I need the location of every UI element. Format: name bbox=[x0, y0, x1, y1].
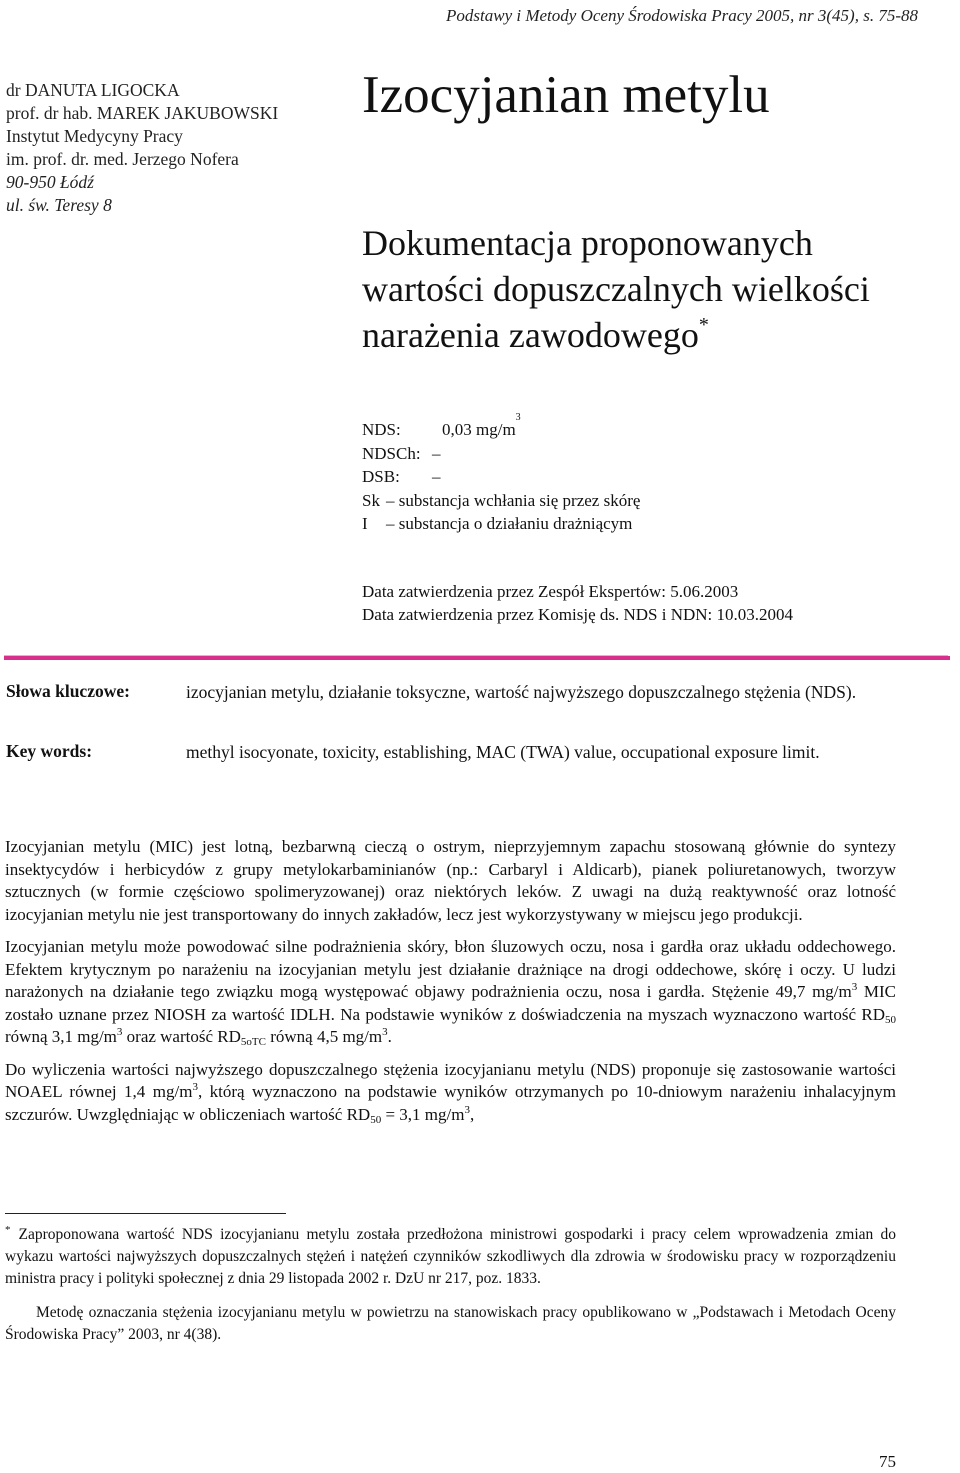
institute-line: Instytut Medycyny Pracy bbox=[6, 126, 183, 146]
paragraph: Izocyjanian metylu (MIC) jest lotną, bezbarwną cieczą o ostrym, nieprzyjemnym zapachu stosowaną głównie do syntezy insektycydów i herbicydów z grupy metylokarbaminianów (np.: Carbaryl i Aldicarb), pianek poliuretanowych, tworzyw sztucznych (w formie częściowo spolimeryzowanej) oraz niektórych leków. Z uwagi na dużą reaktywność oraz lotność izocyjanian metylu nie jest transportowany do innych zakładów, lecz jest wykorzystywany w miejscu jego produkcji. bbox=[5, 837, 896, 924]
author-affiliation bbox=[6, 79, 346, 217]
limit-key: Sk bbox=[362, 490, 380, 510]
expert-team-date: Data zatwierdzenia przez Zespół Ekspertów: 5.06.2003 bbox=[362, 582, 739, 601]
footnote-mark: * bbox=[698, 314, 709, 336]
limit-row bbox=[362, 442, 640, 466]
keywords-pl-label: Słowa kluczowe: bbox=[6, 681, 130, 701]
footnote: Metodę oznaczania stężenia izocyjanianu metylu w powietrzu na stanowiskach pracy opublikowano w „Podstawach i Metodach Oceny Środowiska Pracy” 2003, nr 4(38). bbox=[5, 1304, 896, 1343]
subtitle-line: wartości dopuszczalnych wielkości bbox=[362, 269, 870, 309]
article-title: Izocyjanian metylu bbox=[362, 66, 770, 124]
commission-date: Data zatwierdzenia przez Komisję ds. NDS i NDN: 10.03.2004 bbox=[362, 605, 794, 624]
article-body bbox=[5, 836, 896, 1136]
limit-value: – bbox=[432, 443, 441, 463]
approval-dates bbox=[362, 580, 793, 626]
keywords-en-text: methyl isocyonate, toxicity, establishing, MAC (TWA) value, occupational exposure limit. bbox=[186, 742, 820, 762]
limit-row bbox=[362, 512, 640, 536]
address-line: ul. św. Teresy 8 bbox=[6, 195, 112, 215]
limit-row bbox=[362, 412, 640, 442]
limit-key: I bbox=[362, 514, 368, 533]
institute-line: im. prof. dr. med. Jerzego Nofera bbox=[6, 149, 239, 169]
limit-key: DSB: bbox=[362, 467, 400, 486]
limit-value: – substancja o działaniu drażniącym bbox=[386, 514, 633, 533]
subtitle-line: narażenia zawodowego bbox=[362, 315, 699, 355]
footnote: * Zaproponowana wartość NDS izocyjanianu metylu została przedłożona ministrowi gospodarki i pracy celem wprowadzenia zmian do wykazu wartości najwyższych dopuszczalnych stężeń i natężeń czynników szkodliwych dla zdrowia w środowisku pracy w rozporządzeniu ministra pracy i polityki społecznej z dnia 29 listopada 2002 r. DzU nr 217, poz. 1833. bbox=[5, 1224, 896, 1287]
limit-row bbox=[362, 489, 640, 513]
footnotes bbox=[5, 1224, 896, 1358]
author-line: prof. dr hab. MAREK JAKUBOWSKI bbox=[6, 103, 279, 123]
footnote-divider bbox=[5, 1213, 286, 1214]
limit-value: 0,03 mg/m bbox=[442, 420, 516, 439]
keywords-pl-text: izocyjanian metylu, działanie toksyczne, wartość najwyższego dopuszczalnego stężenia (NDS). bbox=[186, 682, 857, 702]
journal-header: Podstawy i Metody Oceny Środowiska Pracy 2005, nr 3(45), s. 75-88 bbox=[446, 6, 918, 25]
keywords-en-label: Key words: bbox=[6, 741, 93, 761]
limit-key: NDS: bbox=[362, 420, 401, 439]
divider-accent bbox=[4, 656, 950, 660]
limit-key: NDSCh: bbox=[362, 443, 421, 463]
limit-value: – substancja wchłania się przez skórę bbox=[386, 490, 641, 510]
limit-value: – bbox=[432, 467, 441, 486]
paragraph: Do wyliczenia wartości najwyższego dopuszczalnego stężenia izocyjanianu metylu (NDS) proponuje się zastosowanie wartości NOAEL równej 1,4 $mg/m^3$, którą wyznaczono na podstawie wyników otrzymanych po 10-dniowym narażeniu inhalacyjnym szczurów. Uwzględniając w obliczeniach wartość $RD_{50} = 3,1$ $mg/m^3$, bbox=[5, 1059, 896, 1126]
limit-row bbox=[362, 465, 640, 489]
limit-sup: 3 bbox=[515, 412, 521, 423]
exposure-limits bbox=[362, 412, 641, 536]
page-number: 75 bbox=[879, 1452, 896, 1471]
footnote-mark: * bbox=[5, 1224, 11, 1236]
subtitle-line: Dokumentacja proponowanych bbox=[362, 223, 813, 263]
paragraph: Izocyjanian metylu może powodować silne podrażnienia skóry, błon śluzowych oczu, nosa i gardła oraz układu oddechowego. Efektem krytycznym po narażeniu na izocyjanian metylu jest działanie drażniące na drogi oddechowe, skórę i oczy. U ludzi narażonych na działanie tego związku mogą występować objawy podrażnienia oczu, nosa i gardła. Stężenie 49,7 $mg/m^3$ MIC zostało uznane przez NIOSH za wartość IDLH. Na podstawie wyników z doświadczenia na myszach wyznaczono wartość $RD_{50}$ równą 3,1 $mg/m^3$ oraz wartość $RD_{5oTC}$ równą 4,5 $mg/m^3$. bbox=[5, 937, 896, 1048]
address-line: 90-950 Łódź bbox=[6, 172, 94, 192]
author-line: dr DANUTA LIGOCKA bbox=[6, 80, 180, 100]
article-subtitle bbox=[362, 220, 870, 358]
